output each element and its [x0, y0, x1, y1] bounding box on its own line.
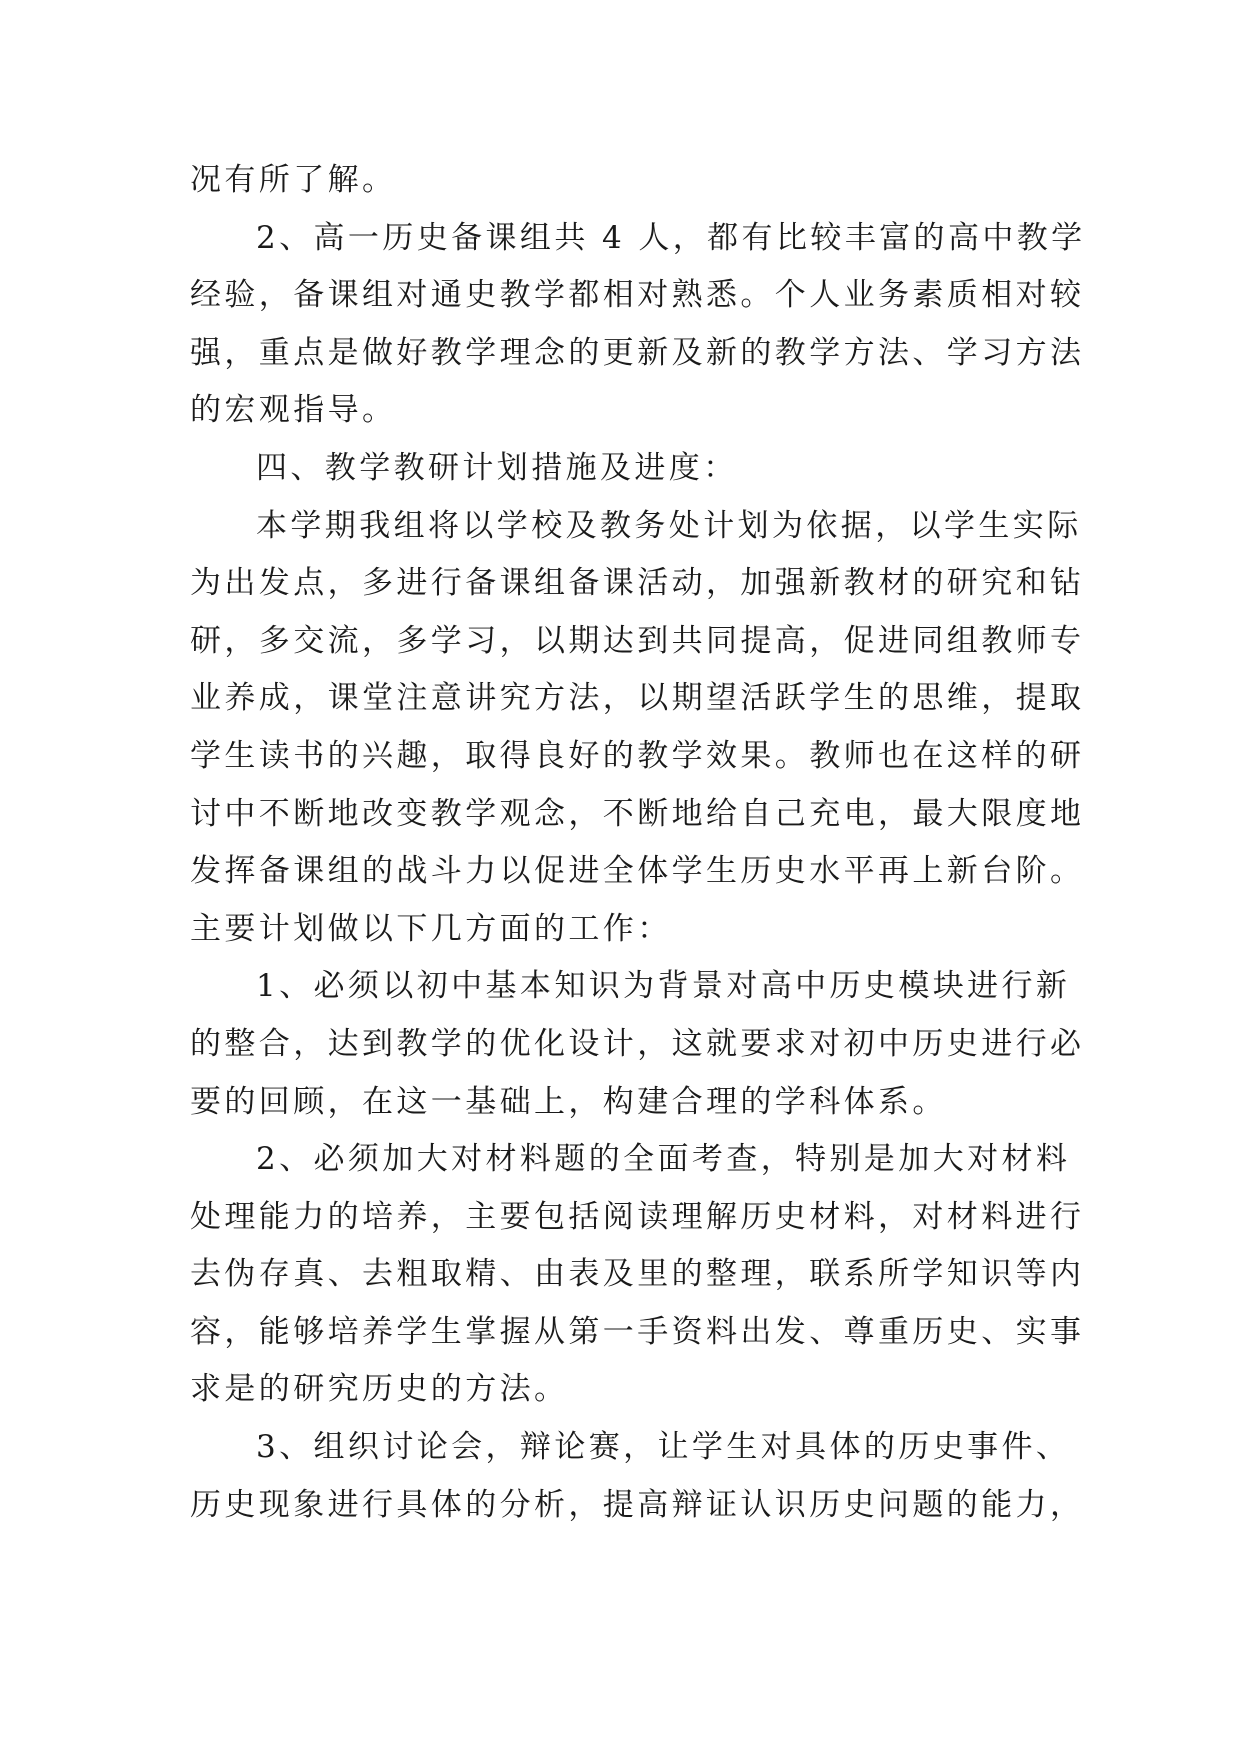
- text-line: 求是的研究历史的方法。: [190, 1371, 569, 1408]
- section-heading: 四、教学教研计划措施及进度：: [256, 449, 738, 486]
- text-line: 要的回顾，在这一基础上，构建合理的学科体系。: [190, 1083, 947, 1120]
- text-line: 主要计划做以下几方面的工作：: [190, 910, 672, 947]
- paragraph-start-line: 2、高一历史备课组共 4 人，都有比较丰富的高中教学: [256, 219, 1086, 256]
- text-line: 的宏观指导。: [190, 392, 397, 429]
- text-line: 强，重点是做好教学理念的更新及新的教学方法、学习方法: [190, 334, 1085, 371]
- paragraph-start-line: 3、组织讨论会，辩论赛，让学生对具体的历史事件、: [256, 1429, 1071, 1466]
- paragraph-start-line: 1、必须以初中基本知识为背景对高中历史模块进行新: [256, 968, 1071, 1005]
- text-line: 研，多交流，多学习，以期达到共同提高，促进同组教师专: [190, 622, 1085, 659]
- text-line: 讨中不断地改变教学观念，不断地给自己充电，最大限度地: [190, 795, 1085, 832]
- paragraph-start-line: 本学期我组将以学校及教务处计划为依据，以学生实际: [256, 507, 1082, 544]
- text-line: 况有所了解。: [190, 162, 397, 198]
- text-line: 业养成，课堂注意讲究方法，以期望活跃学生的思维，提取: [190, 680, 1085, 717]
- text-line: 的整合，达到教学的优化设计，这就要求对初中历史进行必: [190, 1025, 1085, 1062]
- text-line: 历史现象进行具体的分析，提高辩证认识历史问题的能力，: [190, 1486, 1085, 1523]
- text-line: 处理能力的培养，主要包括阅读理解历史材料，对材料进行: [190, 1198, 1085, 1235]
- text-line: 去伪存真、去粗取精、由表及里的整理，联系所学知识等内: [190, 1256, 1085, 1293]
- paragraph-start-line: 2、必须加大对材料题的全面考查，特别是加大对材料: [256, 1141, 1071, 1178]
- text-line: 经验，备课组对通史教学都相对熟悉。个人业务素质相对较: [190, 277, 1085, 314]
- text-line: 发挥备课组的战斗力以促进全体学生历史水平再上新台阶。: [190, 853, 1085, 890]
- text-line: 容，能够培养学生掌握从第一手资料出发、尊重历史、实事: [190, 1313, 1085, 1350]
- body-text: [190, 152, 1086, 1534]
- text-line: 学生读书的兴趣，取得良好的教学效果。教师也在这样的研: [190, 737, 1085, 774]
- text-line: 为出发点，多进行备课组备课活动，加强新教材的研究和钻: [190, 565, 1085, 602]
